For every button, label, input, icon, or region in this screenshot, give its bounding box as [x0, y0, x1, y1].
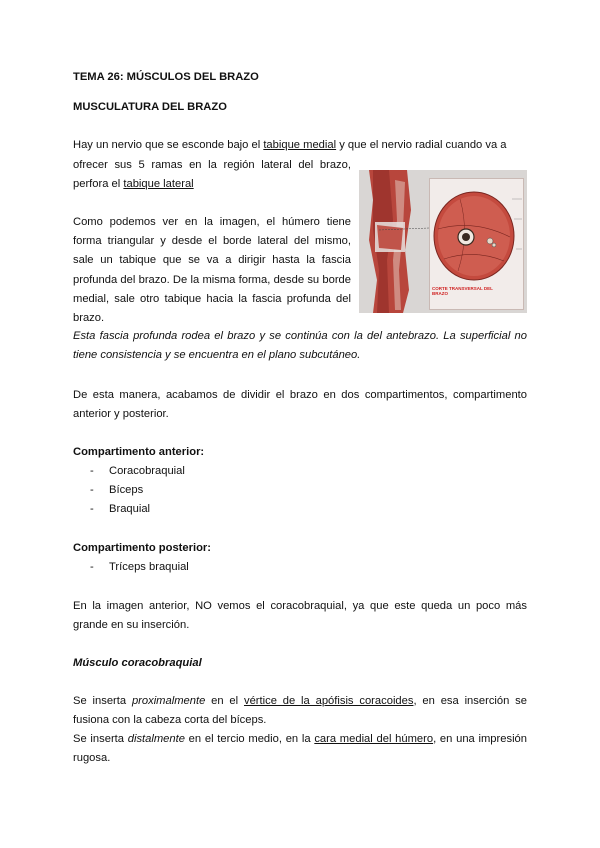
link-tabique-lateral: tabique lateral: [123, 178, 194, 190]
figure-caption: CORTE TRANSVERSAL DEL BRAZO: [432, 286, 493, 296]
list-item: [73, 500, 527, 519]
bullet-dash: -: [90, 561, 94, 573]
text-span: , en una impresión rugosa.: [73, 733, 528, 764]
text-span: Se inserta: [73, 695, 132, 707]
text-span: Se inserta: [73, 733, 128, 745]
anterior-list: [73, 462, 527, 519]
list-item: [73, 462, 527, 481]
text-span: y que el nervio radial cuando va a: [336, 139, 507, 151]
text-span: , en esa inserción se fusiona con la cabeza corta del bíceps.: [73, 695, 527, 726]
list-item-label: Tríceps braquial: [109, 561, 189, 573]
text-span-italic: distalmente: [127, 733, 185, 745]
list-item-label: Bíceps: [109, 484, 144, 496]
list-item-label: Braquial: [109, 503, 151, 515]
bullet-dash: -: [90, 484, 94, 496]
paragraph-1-line-3: [73, 175, 351, 194]
cross-section-panel: [429, 178, 524, 310]
paragraph-3: Esta fascia profunda rodea el brazo y se continúa con la del antebrazo. La superficial no tiene consistencia y se encuentra en el plano subcutáneo.: [73, 330, 527, 361]
paragraph-1-line-1: [73, 136, 527, 155]
text-span: en el: [205, 695, 244, 707]
anterior-heading: Compartimento anterior:: [73, 446, 205, 458]
list-item: [73, 481, 527, 500]
muscle-heading: Músculo coracobraquial: [73, 657, 202, 669]
paragraph-2: Como podemos ver en la imagen, el húmero tiene forma triangular y desde el borde lateral del mismo, sale un tabique que se va a dirigir hasta la fascia profunda del brazo. De la misma forma, desde su borde medial, sale otro tabique hacia la fascia profunda del brazo.: [73, 216, 351, 325]
posterior-list: [73, 558, 527, 577]
arm-cross-section-figure: [359, 170, 527, 313]
list-item: [73, 558, 527, 577]
text-span: en el tercio medio, en la: [184, 733, 315, 745]
link-cara-medial-humero: cara medial del húmero: [314, 733, 434, 745]
doc-title: TEMA 26: MÚSCULOS DEL BRAZO: [73, 71, 259, 83]
bullet-dash: -: [90, 465, 94, 477]
text-span: perfora el: [73, 178, 124, 190]
paragraph-5: En la imagen anterior, NO vemos el coracobraquial, ya que este queda un poco más grande en su inserción.: [73, 600, 527, 631]
bullet-dash: -: [90, 503, 94, 515]
paragraph-4: De esta manera, acabamos de dividir el brazo en dos compartimentos, compartimento anterior y posterior.: [73, 389, 527, 420]
paragraph-6: [73, 692, 527, 730]
posterior-heading: Compartimento posterior:: [73, 542, 211, 554]
section-heading: MUSCULATURA DEL BRAZO: [73, 101, 227, 113]
link-apofisis-coracoides: vértice de la apófisis coracoides: [243, 695, 414, 707]
text-span-italic: proximalmente: [131, 695, 206, 707]
text-span: Hay un nervio que se esconde bajo el: [73, 139, 264, 151]
paragraph-7: [73, 730, 527, 768]
list-item-label: Coracobraquial: [109, 465, 185, 477]
link-tabique-medial: tabique medial: [263, 139, 337, 151]
paragraph-1-line-2: ofrecer sus 5 ramas en la región lateral del brazo,: [73, 159, 351, 171]
